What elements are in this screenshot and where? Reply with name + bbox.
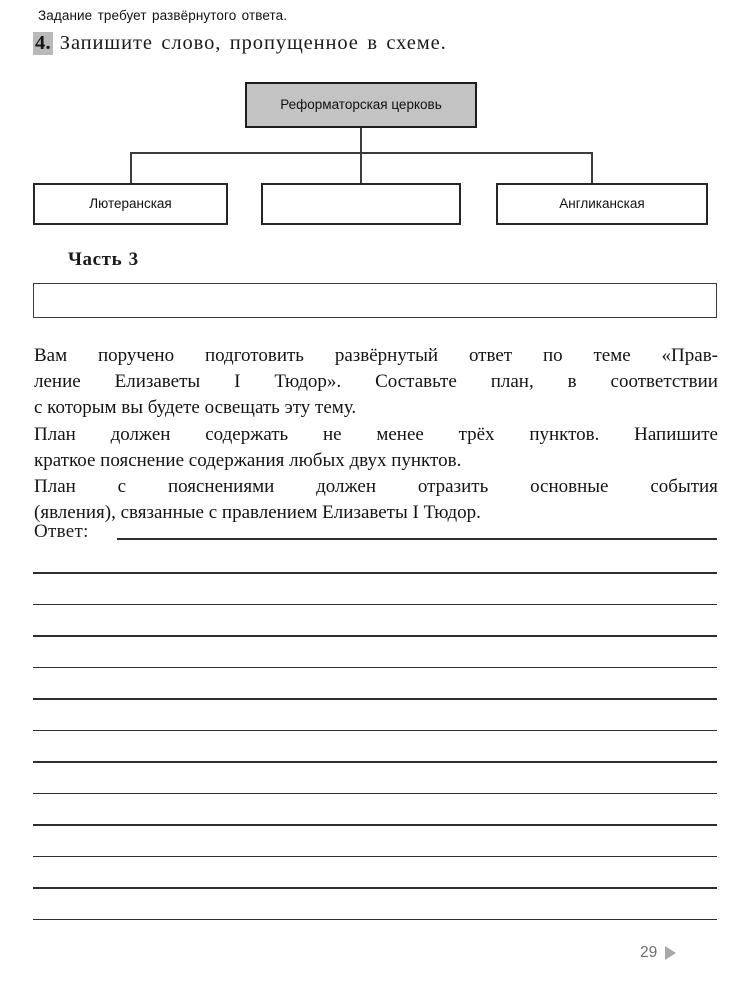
body-line [34, 474, 718, 500]
answer-rule-line[interactable] [33, 761, 717, 763]
diagram-drop-connector-left [130, 152, 132, 183]
body-word: события [650, 476, 718, 498]
body-line [34, 369, 718, 395]
task-number-marker: 4. [35, 32, 51, 54]
body-word: трёх [458, 423, 495, 445]
diagram-drop-connector-middle [360, 152, 362, 183]
body-word: основные [530, 476, 609, 498]
body-word: с [117, 476, 127, 498]
body-line [34, 343, 718, 369]
body-word: план, [490, 371, 534, 393]
notice-text: Задание требует развёрнутого ответа. [38, 8, 288, 23]
body-word: Елизаветы [114, 371, 201, 393]
body-word: Напишите [634, 423, 718, 445]
answer-rule-line[interactable] [33, 793, 717, 795]
answer-rule-line[interactable] [33, 667, 717, 669]
diagram-stem-connector [360, 128, 362, 153]
page-footer [640, 940, 720, 966]
body-word: в [567, 371, 577, 393]
body-word: соответствии [610, 371, 718, 393]
body-word: содержать [205, 423, 289, 445]
answer-rule-line[interactable] [33, 698, 717, 700]
body-word: ление [34, 371, 81, 393]
answer-rule-line[interactable] [33, 824, 717, 826]
body-word: пояснениями [167, 476, 275, 498]
body-word: подготовить [204, 345, 304, 366]
body-word: теме [593, 345, 631, 366]
body-line: с которым вы будете освещать эту тему. [34, 397, 357, 419]
triangle-right-icon [665, 946, 676, 960]
body-line [34, 422, 718, 448]
body-line: краткое пояснение содержания любых двух пунктов. [34, 449, 462, 471]
body-word: должен [316, 476, 377, 498]
body-word: ответ [468, 345, 513, 366]
task-heading [33, 30, 717, 56]
diagram-root-node [245, 82, 477, 128]
diagram-child-node-blank[interactable] [261, 183, 461, 225]
answer-rule-line[interactable] [117, 538, 717, 540]
body-word: I [234, 371, 241, 393]
answer-rule-line[interactable] [33, 572, 717, 574]
diagram-drop-connector-right [591, 152, 593, 183]
task-body-text [34, 343, 718, 526]
body-word: Вам [34, 345, 68, 366]
notice-box [33, 283, 717, 318]
diagram-child-node-lutheran [33, 183, 228, 225]
body-word: План [34, 423, 76, 445]
answer-rule-line[interactable] [33, 887, 717, 889]
diagram-child-node-anglican [496, 183, 708, 225]
answer-rule-line[interactable] [33, 730, 717, 732]
answer-label: Ответ: [34, 521, 89, 542]
body-word: должен [110, 423, 171, 445]
answer-rule-line[interactable] [33, 604, 717, 606]
body-word: План [34, 476, 76, 498]
reformation-church-diagram [0, 70, 750, 240]
body-word: поручено [98, 345, 175, 366]
body-word: Составьте [375, 371, 457, 393]
body-word: «Прав- [661, 345, 718, 366]
part-heading: Часть 3 [68, 249, 139, 270]
body-word: пунктов. [529, 423, 600, 445]
body-word: не [322, 423, 342, 445]
diagram-root-label: Реформаторская церковь [280, 97, 442, 112]
body-word: по [542, 345, 563, 366]
diagram-child-label-anglican: Англиканская [559, 196, 645, 211]
body-word: развёрнутый [334, 345, 439, 366]
answer-rule-line[interactable] [33, 635, 717, 637]
page-number: 29 [640, 944, 658, 961]
body-word: отразить [417, 476, 489, 498]
answer-rule-line[interactable] [33, 919, 717, 921]
diagram-child-label-lutheran: Лютеранская [89, 196, 172, 211]
body-word: Тюдор». [274, 371, 342, 393]
body-word: менее [376, 423, 424, 445]
task-title: Запишите слово, пропущенное в схеме. [59, 32, 447, 54]
body-line: (явления), связанные с правлением Елизаветы I Тюдор. [34, 502, 481, 524]
answer-rule-line[interactable] [33, 856, 717, 858]
